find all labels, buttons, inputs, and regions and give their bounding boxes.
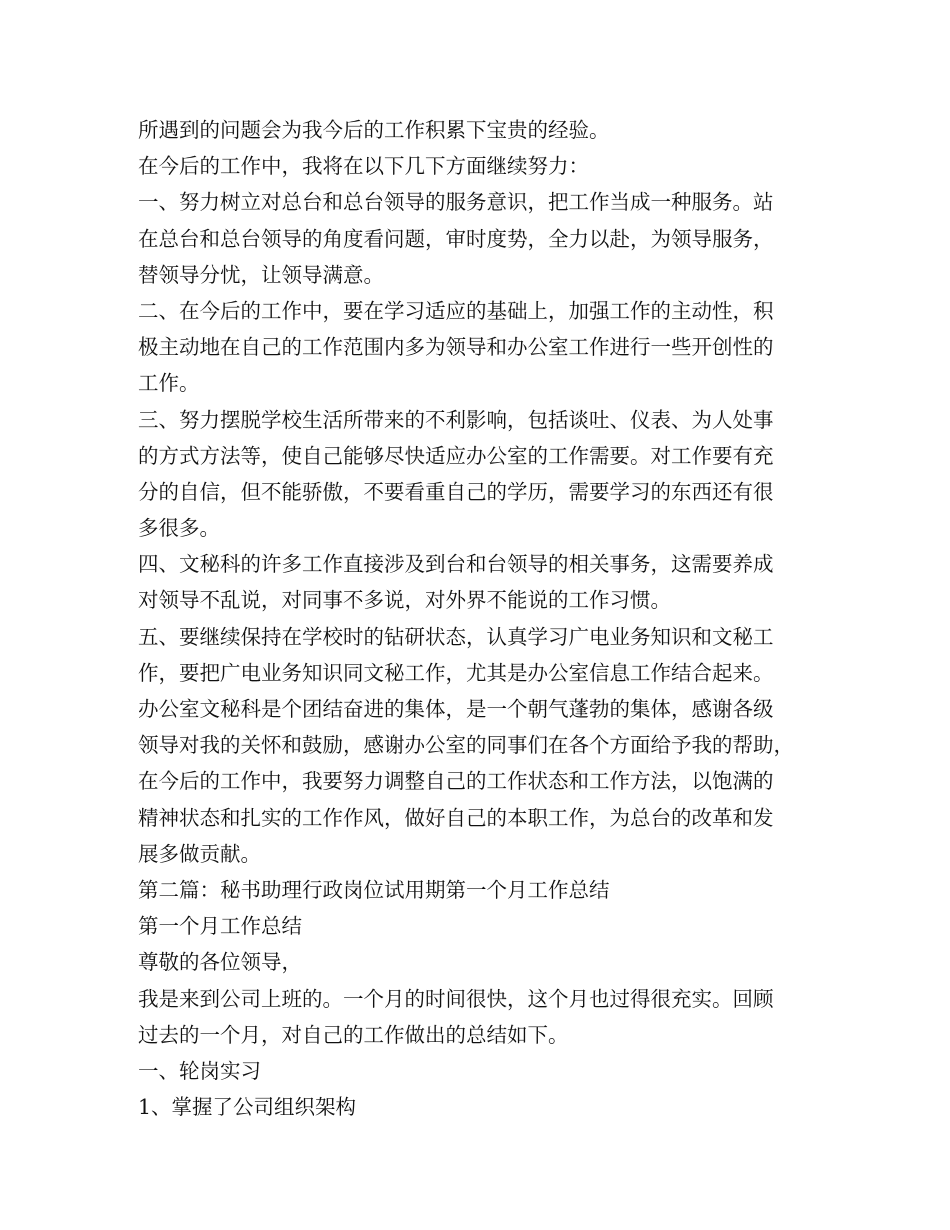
text-line: 三、努力摆脱学校生活所带来的不利影响，包括谈吐、仪表、为人处事 <box>138 407 774 432</box>
text-line: 五、要继续保持在学校时的钻研状态，认真学习广电业务知识和文秘工 <box>138 624 774 649</box>
subtitle: 第一个月工作总结 <box>138 914 302 939</box>
text-line: 多很多。 <box>138 516 220 541</box>
text-line: 在总台和总台领导的角度看问题，审时度势，全力以赴，为领导服务， <box>138 226 774 251</box>
text-line: 办公室文秘科是个团结奋进的集体，是一个朝气蓬勃的集体，感谢各级 <box>138 697 774 721</box>
text-line: 一、努力树立对总台和总台领导的服务意识，把工作当成一种服务。站 <box>138 190 774 215</box>
text-line: 对领导不乱说，对同事不多说，对外界不能说的工作习惯。 <box>138 588 671 613</box>
text-line: 展多做贡献。 <box>138 841 261 866</box>
text-line: 分的自信，但不能骄傲，不要看重自己的学历，需要学习的东西还有很 <box>138 479 774 504</box>
text-line: 作，要把广电业务知识同文秘工作，尤其是办公室信息工作结合起来。 <box>138 660 774 685</box>
text-line: 我是来到公司上班的。一个月的时间很快，这个月也过得很充实。回顾 <box>138 986 774 1011</box>
text-line: 工作。 <box>138 371 200 396</box>
list-item: 1、掌握了公司组织架构 <box>138 1095 357 1120</box>
heading-item: 一、轮岗实习 <box>138 1058 261 1083</box>
text-line: 的方式方法等，使自己能够尽快适应办公室的工作需要。对工作要有充 <box>138 443 774 468</box>
text-line: 过去的一个月，对自己的工作做出的总结如下。 <box>138 1022 569 1047</box>
document-body <box>138 112 832 1125</box>
text-line: 四、文秘科的许多工作直接涉及到台和台领导的相关事务，这需要养成 <box>138 552 774 577</box>
text-line: 替领导分忧，让领导满意。 <box>138 262 384 287</box>
text-line: 精神状态和扎实的工作作风，做好自己的本职工作，为总台的改革和发 <box>138 805 774 830</box>
text-line: 领导对我的关怀和鼓励，感谢办公室的同事们在各个方面给予我的帮助， <box>138 733 794 758</box>
section-title: 第二篇：秘书助理行政岗位试用期第一个月工作总结 <box>138 877 610 902</box>
text-line: 在今后的工作中，我将在以下几下方面继续努力： <box>138 154 589 179</box>
salutation: 尊敬的各位领导， <box>138 950 302 975</box>
text-line: 二、在今后的工作中，要在学习适应的基础上，加强工作的主动性，积 <box>138 298 774 323</box>
text-line: 所遇到的问题会为我今后的工作积累下宝贵的经验。 <box>138 118 610 142</box>
text-line: 极主动地在自己的工作范围内多为领导和办公室工作进行一些开创性的 <box>138 335 774 360</box>
text-line: 在今后的工作中，我要努力调整自己的工作状态和工作方法，以饱满的 <box>138 769 774 794</box>
